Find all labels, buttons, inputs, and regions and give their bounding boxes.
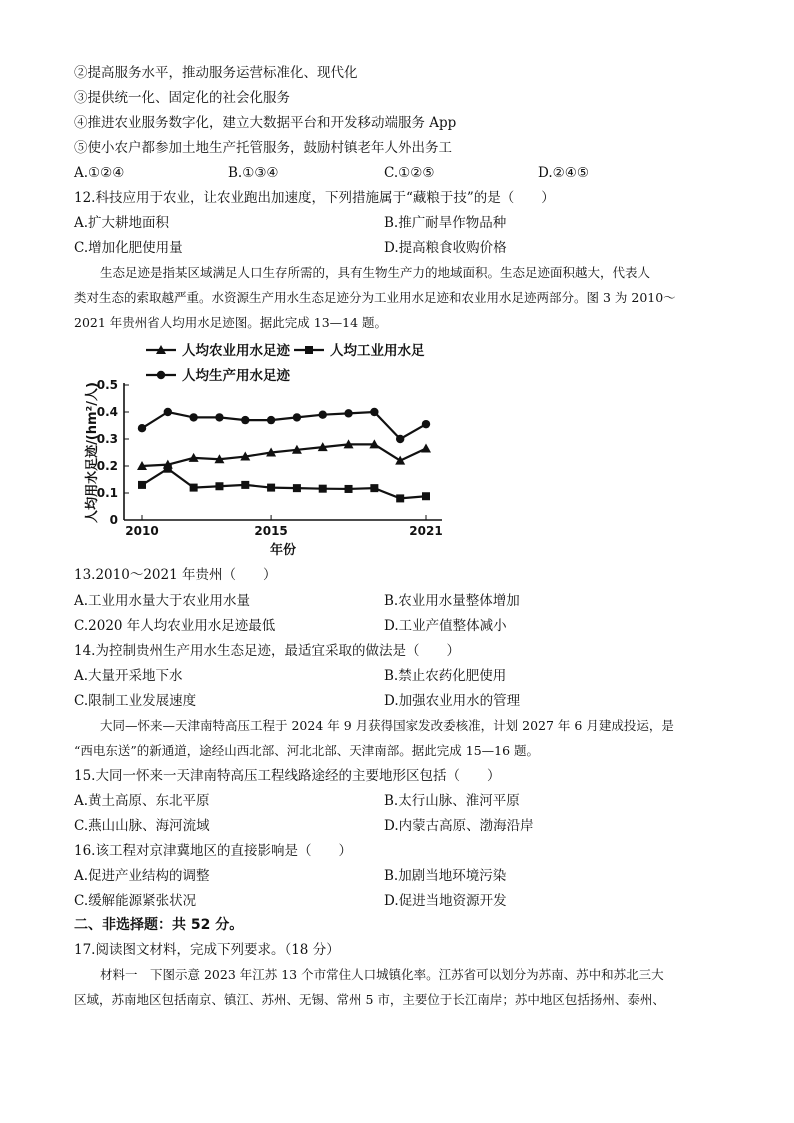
q11-option-3: ③提供统一化、固定化的社会化服务 — [74, 90, 290, 106]
section-2-heading: 二、非选择题：共 52 分。 — [74, 917, 244, 933]
data-point-circle — [241, 416, 249, 424]
q15-option-a: A.黄土高原、东北平原 — [74, 793, 210, 809]
material-17 — [74, 962, 728, 1012]
legend-label: 人均生产用水足迹 — [182, 368, 290, 384]
y-tick-label: 0 — [109, 513, 118, 527]
q11-choice-b: B.①③④ — [228, 165, 279, 181]
q14-option-c: C.限制工业发展速度 — [74, 693, 197, 709]
q13-option-c: C.2020 年人均农业用水足迹最低 — [74, 618, 276, 634]
data-point-circle — [138, 424, 146, 432]
y-tick-label: 0.1 — [96, 486, 118, 500]
data-point-square — [267, 484, 275, 492]
data-point-circle — [319, 411, 327, 419]
series-line-triangle — [142, 444, 426, 466]
y-tick-label: 0.2 — [96, 459, 118, 473]
material-13-14 — [74, 260, 728, 335]
q11-choice-d: D.②④⑤ — [538, 165, 589, 181]
q11-choice-c: C.①②⑤ — [384, 165, 435, 181]
y-tick-label: 0.3 — [96, 432, 118, 446]
y-tick-label: 0.5 — [96, 378, 118, 392]
data-point-circle — [370, 408, 378, 416]
q13-option-d: D.工业产值整体减小 — [384, 618, 507, 634]
q12-option-c: C.增加化肥使用量 — [74, 240, 183, 256]
material-13-14-line2: 类对生态的索取越严重。水资源生产用水生态足迹分为工业用水足迹和农业用水足迹两部分。图 3 为 2010～ — [74, 290, 676, 305]
q15-option-d: D.内蒙古高原、渤海沿岸 — [384, 818, 534, 834]
q11-option-2: ②提高服务水平，推动服务运营标准化、现代化 — [74, 65, 358, 81]
q14-option-b: B.禁止农药化肥使用 — [384, 668, 507, 684]
q13-option-b: B.农业用水量整体增加 — [384, 593, 520, 609]
q14-stem: 14.为控制贵州生产用水生态足迹，最适宜采取的做法是（ ） — [74, 643, 460, 659]
material-15-16 — [74, 713, 728, 763]
legend-marker-circle — [157, 371, 165, 379]
q15-option-c: C.燕山山脉、海河流域 — [74, 818, 210, 834]
data-point-square — [370, 484, 378, 492]
y-axis-label: 人均用水足迹/(hm²/人) — [85, 382, 100, 523]
data-point-square — [422, 492, 430, 500]
material-15-16-line1: 大同—怀来—天津南特高压工程于 2024 年 9 月获得国家发改委核准，计划 2027 年 6 月建成投运，是 — [100, 718, 674, 733]
q12-option-d: D.提高粮食收购价格 — [384, 240, 507, 256]
q13-option-a: A.工业用水量大于农业用水量 — [74, 593, 251, 609]
q15-stem: 15.大同一怀来一天津南特高压工程线路途经的主要地形区包括（ ） — [74, 768, 501, 784]
data-point-square — [215, 482, 223, 490]
x-tick-label: 2010 — [125, 524, 159, 538]
data-point-square — [319, 485, 327, 493]
legend-marker-square — [305, 346, 313, 354]
q16-option-a: A.促进产业结构的调整 — [74, 868, 210, 884]
q16-option-b: B.加剧当地环境污染 — [384, 868, 507, 884]
data-point-square — [190, 484, 198, 492]
data-point-triangle — [421, 443, 431, 452]
q11-option-5: ⑤使小农户都参加土地生产托管服务，鼓励村镇老年人外出务工 — [74, 140, 452, 156]
q16-stem: 16.该工程对京津冀地区的直接影响是（ ） — [74, 843, 352, 859]
x-tick-label: 2015 — [254, 524, 288, 538]
q12-stem: 12.科技应用于农业，让农业跑出加速度，下列措施属于“藏粮于技”的是（ ） — [74, 190, 555, 206]
q17-stem: 17.阅读图文材料，完成下列要求。（18 分） — [74, 942, 340, 958]
data-point-circle — [215, 413, 223, 421]
water-footprint-chart — [80, 338, 460, 560]
q13-stem: 13.2010～2021 年贵州（ ） — [74, 567, 277, 583]
q12-option-a: A.扩大耕地面积 — [74, 215, 170, 231]
data-point-circle — [189, 413, 197, 421]
data-point-square — [345, 485, 353, 493]
material-17-line2: 区域，苏南地区包括南京、镇江、苏州、无锡、常州 5 市，主要位于长江南岸；苏中地区包括扬州、泰州、 — [74, 992, 665, 1007]
q14-option-a: A.大量开采地下水 — [74, 668, 183, 684]
data-point-circle — [267, 416, 275, 424]
material-13-14-line1: 生态足迹是指某区域满足人口生存所需的，具有生物生产力的地域面积。生态足迹面积越大，代表人 — [100, 265, 651, 280]
series-line-square — [142, 469, 426, 499]
q14-option-d: D.加强农业用水的管理 — [384, 693, 521, 709]
data-point-circle — [344, 409, 352, 417]
material-13-14-line3: 2021 年贵州省人均用水足迹图。据此完成 13—14 题。 — [74, 315, 388, 330]
q16-option-d: D.促进当地资源开发 — [384, 893, 507, 909]
data-point-square — [241, 481, 249, 489]
data-point-circle — [396, 435, 404, 443]
data-point-circle — [293, 413, 301, 421]
q16-option-c: C.缓解能源紧张状况 — [74, 893, 197, 909]
data-point-circle — [422, 420, 430, 428]
data-point-square — [138, 481, 146, 489]
data-point-circle — [164, 408, 172, 416]
q12-option-b: B.推广耐旱作物品种 — [384, 215, 507, 231]
q11-choice-a: A.①②④ — [74, 165, 125, 181]
series-line-circle — [142, 412, 426, 439]
y-tick-label: 0.4 — [96, 405, 118, 419]
data-point-square — [396, 494, 404, 502]
x-tick-label: 2021 — [409, 524, 443, 538]
data-point-square — [164, 465, 172, 473]
q11-option-4: ④推进农业服务数字化，建立大数据平台和开发移动端服务 App — [74, 115, 457, 131]
material-15-16-line2: “西电东送”的新通道，途经山西北部、河北北部、天津南部。据此完成 15—16 题。 — [74, 743, 540, 758]
q15-option-b: B.太行山脉、淮河平原 — [384, 793, 520, 809]
data-point-square — [293, 484, 301, 492]
x-axis-label: 年份 — [269, 543, 297, 558]
legend-label: 人均农业用水足迹 — [182, 343, 290, 359]
material-17-line1: 材料一 下图示意 2023 年江苏 13 个市常住人口城镇化率。江苏省可以划分为苏南、苏中和苏北三大 — [100, 967, 664, 982]
legend-label: 人均工业用水足 — [330, 343, 425, 359]
